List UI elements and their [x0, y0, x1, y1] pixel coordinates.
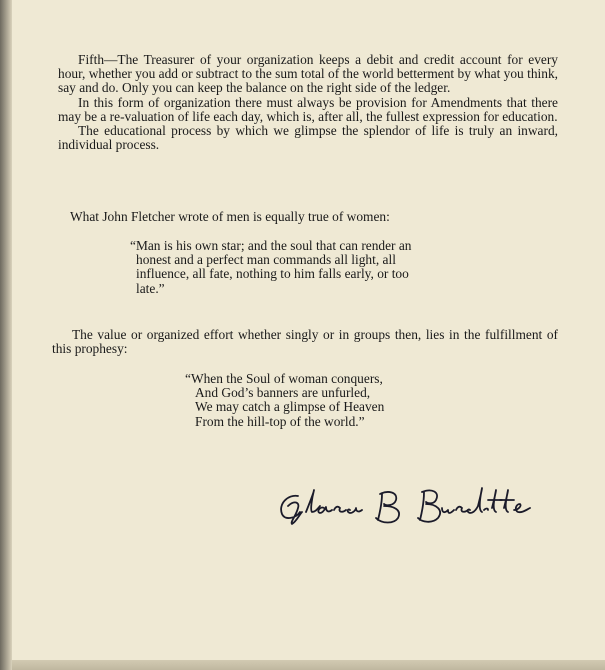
handwritten-signature: [270, 478, 550, 538]
closing-text: The value or organized effort whether singly or in groups then, lies in the fulfillment of this prophesy:: [52, 327, 558, 357]
poem: [185, 372, 485, 429]
section-treasurer: [58, 53, 558, 152]
paragraph-amendments: In this form of organization there must always be provision for Amendments that there may be a re-valuation of life each day, which is, after all, the fullest expression for education.: [58, 94, 558, 124]
fletcher-intro-text: What John Fletcher wrote of men is equally true of women:: [70, 209, 390, 224]
quote-line: honest and a perfect man commands all light, all: [136, 252, 396, 268]
poem-line: From the hill-top of the world.”: [195, 413, 365, 429]
quote-line: influence, all fate, nothing to him falls early, or too: [136, 266, 409, 282]
quote-line: “Man is his own star; and the soul that can render an: [130, 238, 412, 253]
fletcher-intro: [70, 210, 560, 224]
poem-line: And God’s banners are unfurled,: [195, 385, 371, 401]
fletcher-quote: [130, 239, 480, 296]
poem-line: “When the Soul of woman conquers,: [185, 371, 383, 386]
poem-line: We may catch a glimpse of Heaven: [195, 399, 385, 415]
page-bottom-edge: [12, 660, 605, 670]
paragraph-educational: The educational process by which we glimpse the splendor of life is truly an inward, individual process.: [58, 123, 558, 153]
quote-line: late.”: [136, 280, 165, 296]
paragraph-treasurer: Fifth—The Treasurer of your organization keeps a debit and credit account for every hour, whether you add or subtract to the sum total of the world betterment by what you think, say and do. Only you can keep the balance on the right side of the ledger.: [58, 52, 558, 96]
closing-paragraph: [52, 328, 558, 356]
page-binding-shadow: [0, 0, 12, 670]
